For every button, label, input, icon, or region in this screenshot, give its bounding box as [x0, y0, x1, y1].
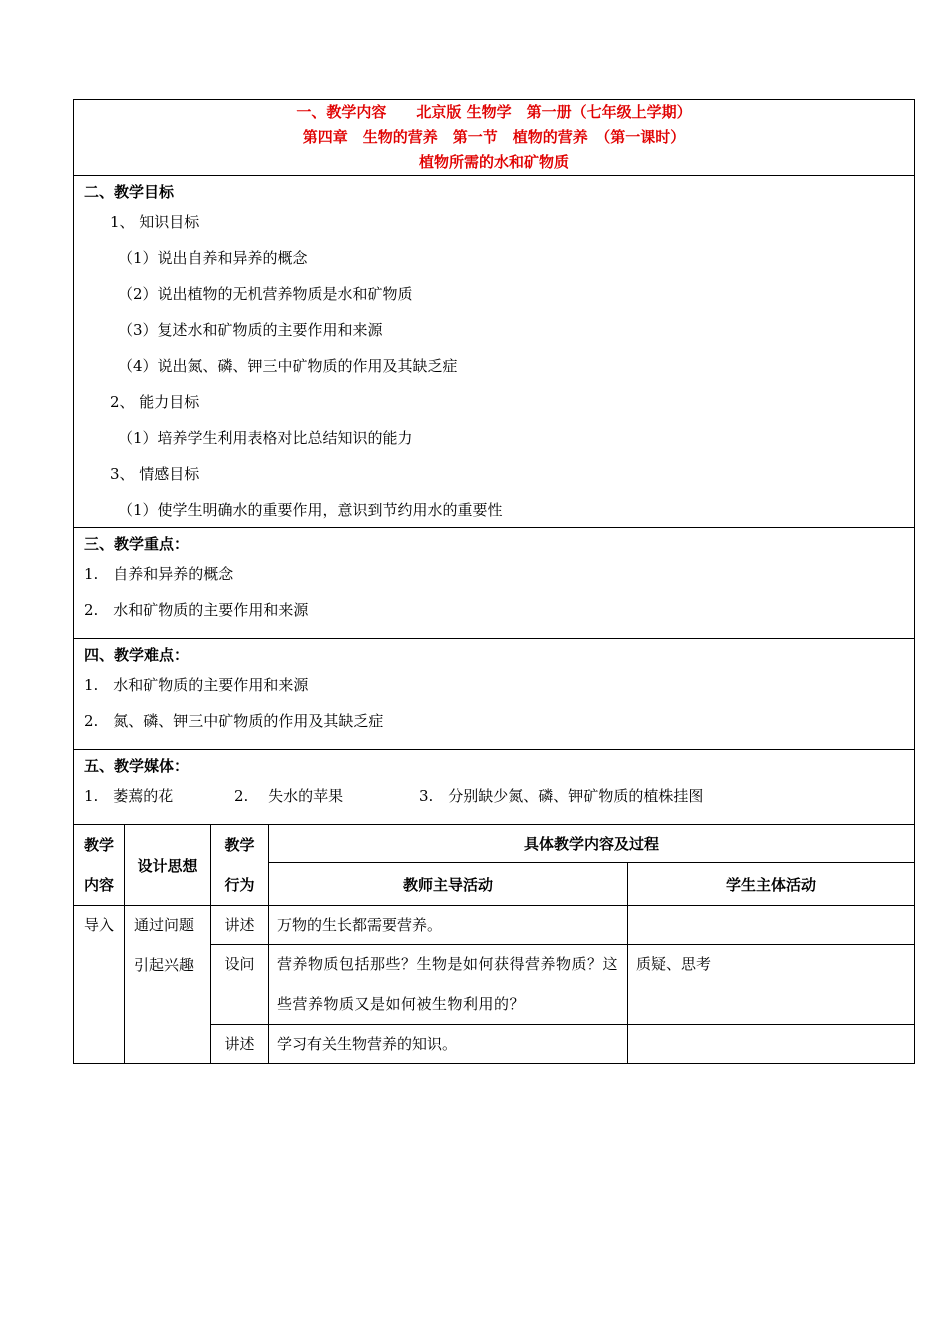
- header-detail: 具体教学内容及过程: [269, 825, 915, 863]
- key-point-item: 2. 水和矿物质的主要作用和来源: [84, 601, 309, 619]
- media-item: 3. 分别缺少氮、磷、钾矿物质的植株挂图: [419, 787, 704, 805]
- objective-item: （1）使学生明确水的重要作用，意识到节约用水的重要性: [118, 501, 503, 519]
- objective-item: （3）复述水和矿物质的主要作用和来源: [118, 321, 383, 339]
- student-activity-cell: [628, 906, 915, 945]
- emotion-label: 3、 情感目标: [110, 465, 200, 483]
- header-teaching-content: 教学 内容: [74, 825, 125, 906]
- difficulty-item: 2. 氮、磷、钾三中矿物质的作用及其缺乏症: [84, 712, 384, 730]
- knowledge-label: 1、 知识目标: [110, 213, 200, 231]
- title-line-2: 第四章 生物的营养 第一节 植物的营养 （第一课时）: [302, 128, 686, 146]
- teacher-activity-cell: 营养物质包括那些？生物是如何获得营养物质？这些营养物质又是如何被生物利用的？: [269, 945, 628, 1025]
- objectives-section: [74, 176, 915, 528]
- header-design-idea: 设计思想: [125, 825, 211, 906]
- media-section: [74, 750, 915, 825]
- behavior-cell: 讲述: [211, 906, 269, 945]
- header-teacher-activity: 教师主导活动: [269, 863, 628, 906]
- difficulties-heading: 四、教学难点：: [84, 646, 190, 664]
- teacher-activity-cell: 学习有关生物营养的知识。: [269, 1025, 628, 1064]
- lesson-plan: [73, 99, 914, 1064]
- objectives-heading: 二、教学目标: [84, 183, 175, 201]
- content-cell: 导入: [74, 906, 125, 1064]
- key-points-section: [74, 528, 915, 639]
- media-item: 1. 萎蔫的花: [84, 787, 174, 805]
- student-activity-cell: [628, 1025, 915, 1064]
- objective-item: （2）说出植物的无机营养物质是水和矿物质: [118, 285, 413, 303]
- key-points-heading: 三、教学重点：: [84, 535, 190, 553]
- header-student-activity: 学生主体活动: [628, 863, 915, 906]
- media-item: 2. 失水的苹果: [234, 787, 344, 805]
- objective-item: （4）说出氮、磷、钾三中矿物质的作用及其缺乏症: [118, 357, 458, 375]
- student-activity-cell: 质疑、思考: [628, 945, 915, 1025]
- key-point-item: 1. 自养和异养的概念: [84, 565, 234, 583]
- header-teaching-behavior: 教学 行为: [211, 825, 269, 906]
- difficulty-item: 1. 水和矿物质的主要作用和来源: [84, 676, 309, 694]
- behavior-cell: 讲述: [211, 1025, 269, 1064]
- document-title: [74, 100, 915, 176]
- title-line-1: 一、教学内容 北京版 生物学 第一册（七年级上学期）: [296, 103, 692, 121]
- lesson-plan-table: [73, 99, 915, 1064]
- objective-item: （1）培养学生利用表格对比总结知识的能力: [118, 429, 413, 447]
- teacher-activity-cell: 万物的生长都需要营养。: [269, 906, 628, 945]
- objective-item: （1）说出自养和异养的概念: [118, 249, 308, 267]
- title-line-3: 植物所需的水和矿物质: [419, 153, 570, 171]
- media-heading: 五、教学媒体：: [84, 757, 190, 775]
- behavior-cell: 设问: [211, 945, 269, 1025]
- ability-label: 2、 能力目标: [110, 393, 200, 411]
- design-cell: 通过问题 引起兴趣: [125, 906, 211, 1064]
- difficulties-section: [74, 639, 915, 750]
